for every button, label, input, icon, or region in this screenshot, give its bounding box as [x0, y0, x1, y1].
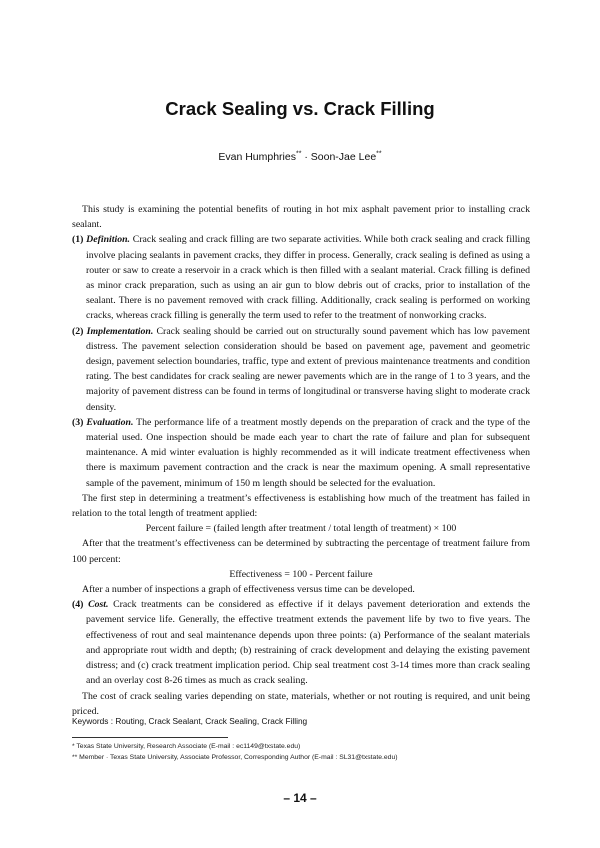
section-number: (3): [72, 416, 84, 428]
footnote-2: ** Member · Texas State University, Associate Professor, Corresponding Author (E-mail : SL31@txstate.edu): [72, 754, 398, 761]
section-number: (1): [72, 234, 84, 246]
effectiveness-paragraph: After that the treatment’s effectiveness can be determined by subtracting the percentage of treatment failure from 100 percent:: [72, 538, 530, 565]
author-2-mark: **: [376, 150, 382, 158]
author-separator: ·: [304, 151, 308, 163]
footnote-divider: [72, 737, 228, 738]
author-line: [0, 151, 600, 163]
section-heading: Cost.: [88, 599, 109, 611]
section-evaluation: [72, 415, 530, 491]
formula-effectiveness: Effectiveness = 100 - Percent failure: [229, 568, 373, 580]
cost-paragraph: The cost of crack sealing varies depending on state, materials, whether or not routing is required, and unit being priced.: [72, 690, 530, 717]
author-2: Soon-Jae Lee: [310, 151, 377, 163]
section-text: Crack treatments can be considered as effective if it delays pavement deterioration and extends the pavement service life. Generally, the effective treatment extends the pavement life by two to five years. The effectiveness of rout and seal maintenance depends upon three points: (a) Performance of the sealant materials and appropriate rout width and depth; (b) restraining of crack development and delaying the existing pavement distress; and (c) crack treatment implication period. Chip seal treatment cost 3-14 times more than crack sealing and an overlay cost 8-26 times as much as crack sealing.: [86, 599, 531, 687]
paper-title: Crack Sealing vs. Crack Filling: [165, 98, 435, 119]
page-number: – 14 –: [283, 791, 317, 805]
inspections-paragraph: After a number of inspections a graph of effectiveness versus time can be developed.: [82, 584, 415, 596]
section-text: Crack sealing and crack filling are two separate activities. While both crack sealing and crack filling involve placing sealants in pavement cracks, they differ in process. Generally, crack sealing is defined as using a router or saw to create a reservoir in a crack which is then filled with a sealant material. Crack filling is defined as minor crack preparation, such as using an air gun to blow debris out of cracks, prior to installation of the sealant. There is no pavement removed with crack filling. Additionally, crack sealing is performed on working cracks, whereas crack filling is generally the term used to refer to the treatment of nonworking cracks.: [86, 234, 530, 322]
author-1-mark: **: [295, 150, 302, 158]
footnotes: [72, 741, 542, 763]
section-text: Crack sealing should be carried out on structurally sound pavement which has low pavement distress. The pavement selection consideration should be based on pavement age, pavement and geometric design, pavement selection boundaries, traffic, type and extent of previous maintenance treatments and condition rating. The best candidates for crack sealing are newer pavements which are in the range of 1 to 3 years, and the majority of pavement distress can be found in terms of longitudinal or transverse having slight to moderate crack density.: [86, 325, 530, 413]
section-implementation: [72, 324, 530, 415]
section-definition: [72, 232, 530, 323]
author-1: Evan Humphries: [218, 151, 296, 163]
section-number: (2): [72, 325, 84, 337]
formula-percent-failure: Percent failure = (failed length after treatment / total length of treatment) × 100: [145, 523, 457, 535]
keywords: Keywords : Routing, Crack Sealant, Crack Sealing, Crack Filling: [72, 716, 308, 726]
section-number: (4): [72, 599, 84, 611]
section-text: The performance life of a treatment mostly depends on the preparation of crack and the type of the material used. One inspection should be made each year to chart the rate of failure and plan for subsequent maintenance. A mid winter evaluation is highly recommended as it will indicate treatment effectiveness when there is maximum pavement contraction and the crack is near the maximum opening. A small representative sample of the pavement, minimum of 150 m length should be selected for the evaluation.: [86, 416, 530, 489]
paper-body: [72, 202, 530, 719]
section-heading: Implementation.: [86, 325, 154, 337]
intro-paragraph: This study is examining the potential benefits of routing in hot mix asphalt pavement prior to installing crack sealant.: [72, 204, 530, 231]
footnote-1: * Texas State University, Research Associate (E-mail : ec1149@txstate.edu): [72, 743, 301, 750]
section-cost: [72, 597, 530, 688]
first-step-paragraph: The first step in determining a treatment’s effectiveness is establishing how much of the treatment has failed in relation to the total length of treatment applied:: [72, 492, 530, 520]
section-heading: Definition.: [86, 234, 130, 246]
section-heading: Evaluation.: [86, 416, 134, 428]
